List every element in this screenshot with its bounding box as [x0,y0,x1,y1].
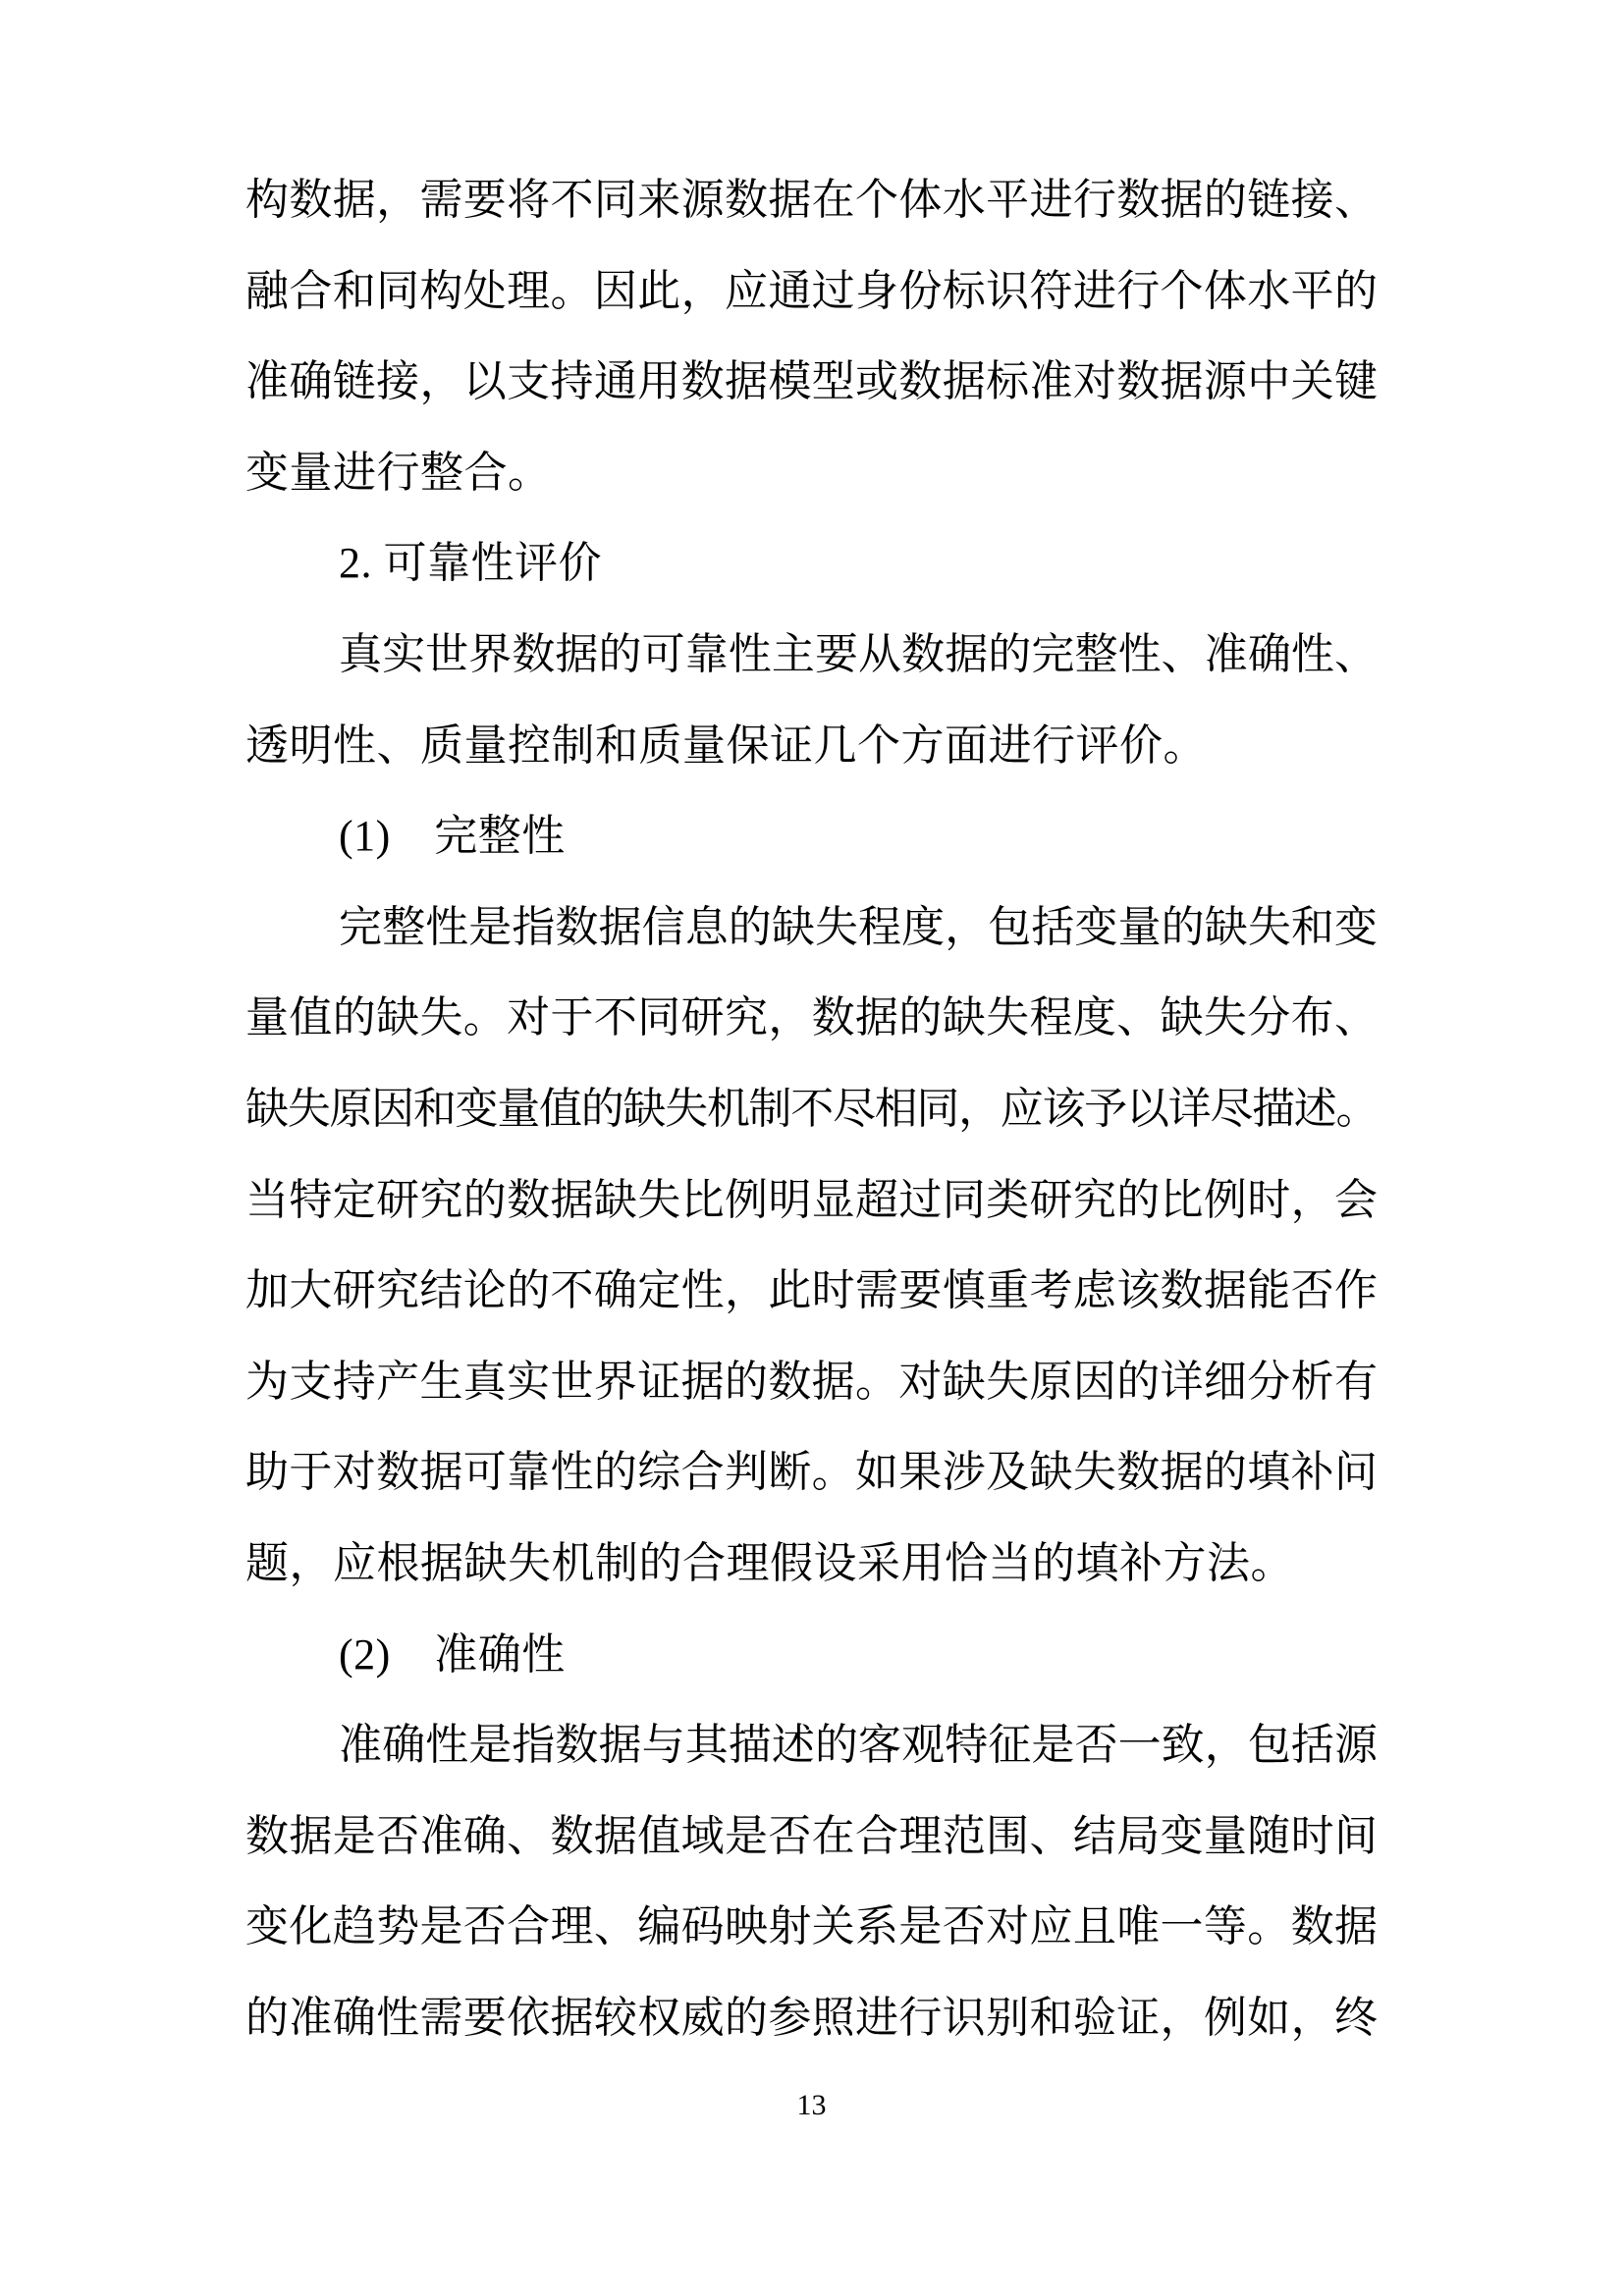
text-line: 融合和同构处理。因此，应通过身份标识符进行个体水平的 [245,266,1378,315]
text-line: 变量进行整合。 [245,448,552,497]
text-line: 准确链接，以支持通用数据模型或数据标准对数据源中关键 [245,357,1378,406]
subsection-heading: (2) 准确性 [339,1629,566,1679]
text-line: 变化趋势是否合理、编码映射关系是否对应且唯一等。数据 [245,1902,1378,1951]
section-heading: 2. 可靠性评价 [339,539,602,588]
text-line: 数据是否准确、数据值域是否在合理范围、结局变量随时间 [245,1811,1378,1860]
page-number: 13 [796,2089,827,2121]
page-body-text [245,155,1378,2063]
subsection-heading: (1) 完整性 [339,812,566,861]
text-line: 构数据，需要将不同来源数据在个体水平进行数据的链接、 [245,176,1378,224]
text-line: 缺失原因和变量值的缺失机制不尽相同，应该予以详尽描述。 [245,1084,1378,1133]
text-line: 为支持产生真实世界证据的数据。对缺失原因的详细分析有 [245,1357,1378,1406]
text-line: 真实世界数据的可靠性主要从数据的完整性、准确性、 [339,629,1378,678]
text-line: 的准确性需要依据较权威的参照进行识别和验证，例如，终 [245,1993,1378,2042]
text-line: 当特定研究的数据缺失比例明显超过同类研究的比例时，会 [245,1175,1378,1224]
text-line: 量值的缺失。对于不同研究，数据的缺失程度、缺失分布、 [245,993,1378,1042]
text-line: 加大研究结论的不确定性，此时需要慎重考虑该数据能否作 [245,1266,1378,1315]
text-line: 透明性、质量控制和质量保证几个方面进行评价。 [245,721,1207,770]
text-line: 题，应根据缺失机制的合理假设采用恰当的填补方法。 [245,1538,1294,1587]
text-line: 助于对数据可靠性的综合判断。如果涉及缺失数据的填补问 [245,1448,1378,1497]
text-line: 完整性是指数据信息的缺失程度，包括变量的缺失和变 [339,902,1378,951]
text-line: 准确性是指数据与其描述的客观特征是否一致，包括源 [339,1721,1378,1770]
